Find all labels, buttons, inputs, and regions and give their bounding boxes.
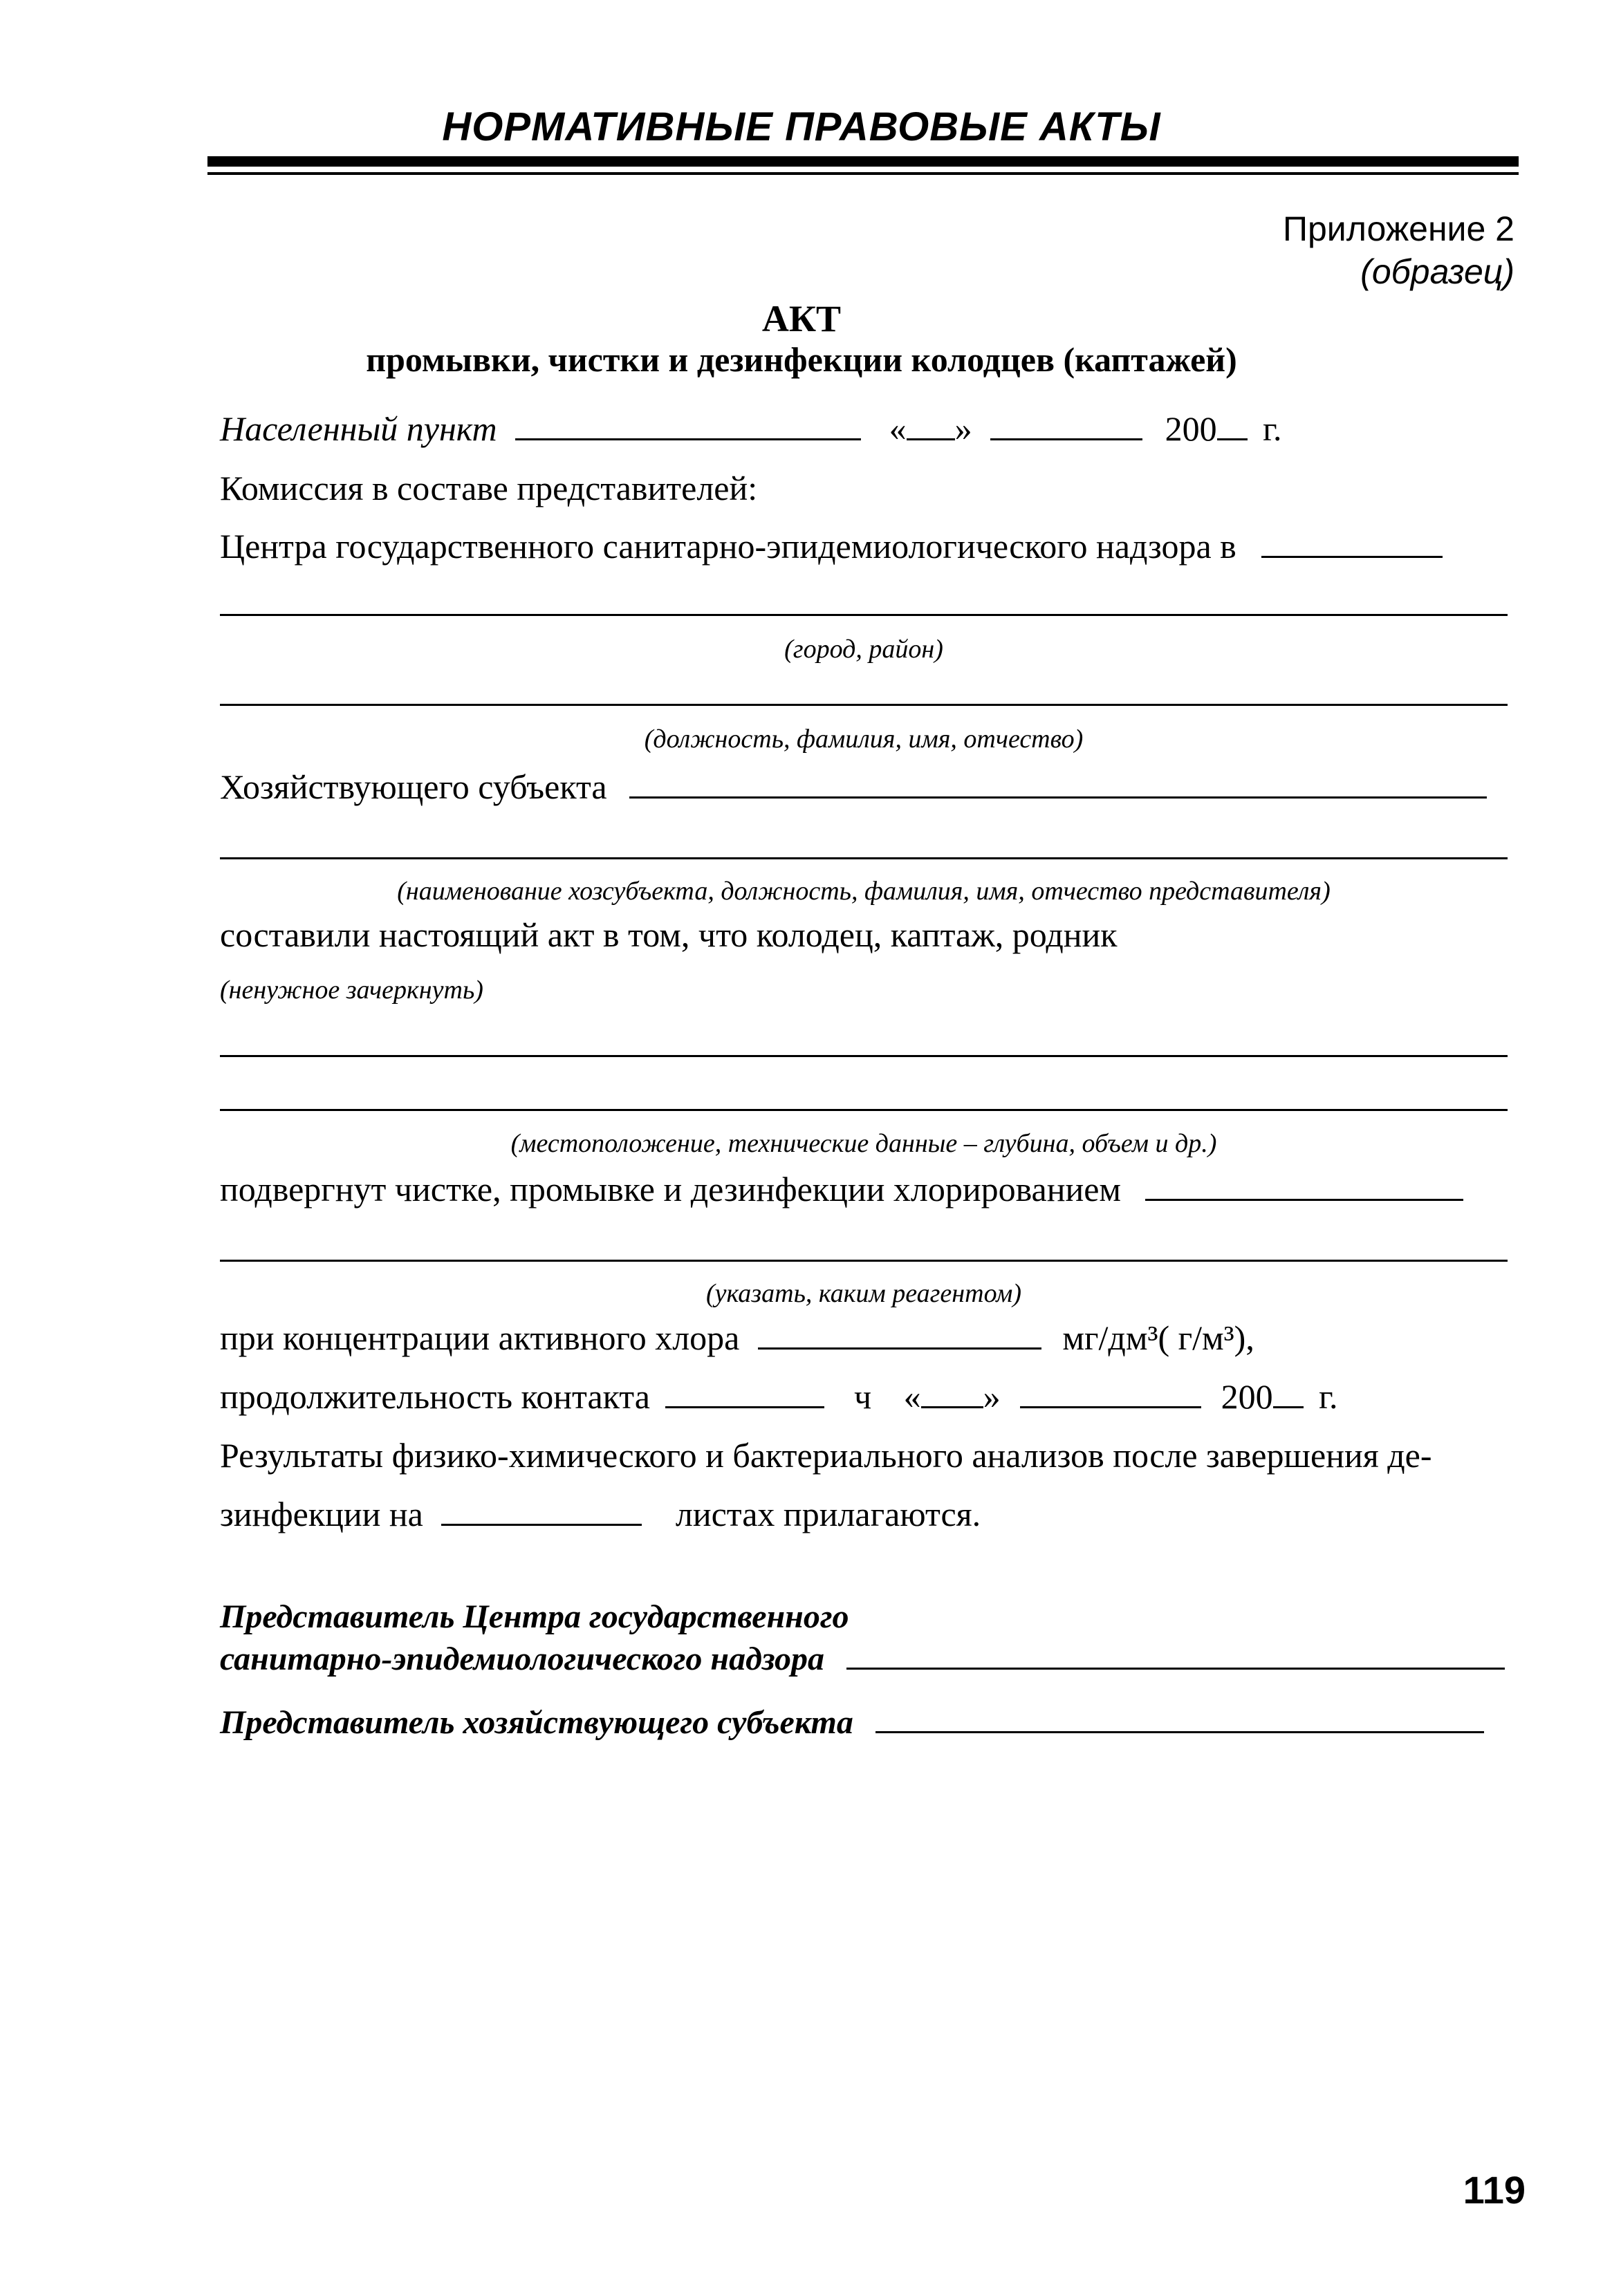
date-year-prefix: 200 [1165, 409, 1217, 448]
document-title: АКТ [761, 298, 842, 339]
duration-month-field[interactable] [1020, 1376, 1201, 1408]
center-label: Центра государственного санитарно-эпидемиологического надзора в [220, 527, 1236, 566]
entity-representative-field[interactable] [220, 857, 1508, 859]
signature-entity-rep-label: Представитель хозяйствующего субъекта [220, 1704, 853, 1741]
commission-label: Комиссия в составе представителей: [220, 469, 758, 507]
results-prefix: зинфекции на [220, 1495, 423, 1533]
header-rule-thin [207, 172, 1519, 175]
page-header-title: НОРМАТИВНЫЕ ПРАВОВЫЕ АКТЫ [442, 104, 1161, 149]
signature-center-rep-line1: Представитель Центра государственного [220, 1598, 849, 1635]
date-quote-close: » [954, 409, 972, 448]
caption-strike: (ненужное зачеркнуть) [220, 976, 483, 1005]
date-year-field[interactable] [1217, 408, 1248, 440]
entity-field[interactable] [629, 766, 1487, 799]
center-location-field[interactable] [1261, 525, 1443, 558]
appendix-block [1283, 207, 1514, 293]
caption-entity: (наименование хозсубъекта, должность, фамилия, имя, отчество представителя) [397, 877, 1331, 906]
date-day-field[interactable] [907, 408, 955, 440]
city-district-field[interactable] [220, 614, 1508, 616]
caption-position-name: (должность, фамилия, имя, отчество) [644, 725, 1084, 754]
caption-city-district: (город, район) [784, 635, 943, 664]
caption-reagent: (указать, каким реагентом) [705, 1279, 1022, 1308]
caption-location: (местоположение, технические данные – глубина, объем и др.) [510, 1129, 1217, 1158]
signature-entity-rep-field[interactable] [875, 1701, 1484, 1733]
date-month-field[interactable] [990, 408, 1142, 440]
date-quote-open: « [889, 409, 907, 448]
sheets-count-field[interactable] [441, 1493, 642, 1526]
header-rule-thick [207, 156, 1519, 167]
treatment-label: подвергнут чистке, промывке и дезинфекции хлорированием [220, 1170, 1122, 1208]
signature-center-rep-field[interactable] [846, 1637, 1505, 1670]
concentration-label: при концентрации активного хлора [220, 1318, 740, 1357]
treatment-line [220, 1168, 1506, 1210]
settlement-label: Населенный пункт [220, 409, 497, 448]
center-line [220, 525, 1506, 567]
treatment-field[interactable] [1145, 1168, 1463, 1201]
duration-field[interactable] [665, 1376, 824, 1408]
document-subtitle: промывки, чистки и дезинфекции колодцев (каптажей) [366, 340, 1237, 379]
duration-year-prefix: 200 [1221, 1377, 1273, 1416]
settlement-field[interactable] [515, 408, 861, 440]
statement-text: составили настоящий акт в том, что колодец, каптаж, родник [220, 915, 1118, 954]
signature-center-rep-line2 [220, 1637, 1506, 1679]
results-suffix: листах прилагаются. [675, 1495, 981, 1533]
signature-center-rep-label: санитарно-эпидемиологического надзора [220, 1641, 824, 1677]
duration-year-field[interactable] [1273, 1376, 1304, 1408]
settlement-line [220, 408, 1506, 449]
concentration-field[interactable] [758, 1317, 1041, 1350]
concentration-unit: мг/дм³( г/м³), [1062, 1318, 1254, 1357]
results-line-2 [220, 1493, 1506, 1535]
page-number: 119 [1463, 2168, 1526, 2212]
appendix-note: (образец) [1360, 252, 1514, 291]
duration-line [220, 1376, 1506, 1417]
duration-day-field[interactable] [921, 1376, 983, 1408]
entity-label: Хозяйствующего субъекта [220, 767, 607, 806]
duration-quote-open: « [903, 1377, 921, 1416]
results-line-1: Результаты физико-химического и бактериального анализов после завершения де- [220, 1436, 1432, 1475]
reagent-field[interactable] [220, 1260, 1508, 1262]
signature-entity-rep-line [220, 1701, 1506, 1743]
duration-year-suffix: г. [1319, 1377, 1338, 1416]
duration-label: продолжительность контакта [220, 1377, 650, 1416]
well-description-field-1[interactable] [220, 1055, 1508, 1057]
concentration-line [220, 1317, 1506, 1359]
duration-quote-close: » [983, 1377, 1001, 1416]
entity-line [220, 766, 1506, 808]
well-description-field-2[interactable] [220, 1109, 1508, 1111]
date-year-suffix: г. [1263, 409, 1282, 448]
center-representative-field[interactable] [220, 704, 1508, 706]
hours-unit: ч [853, 1377, 872, 1416]
appendix-label: Приложение 2 [1283, 209, 1514, 248]
